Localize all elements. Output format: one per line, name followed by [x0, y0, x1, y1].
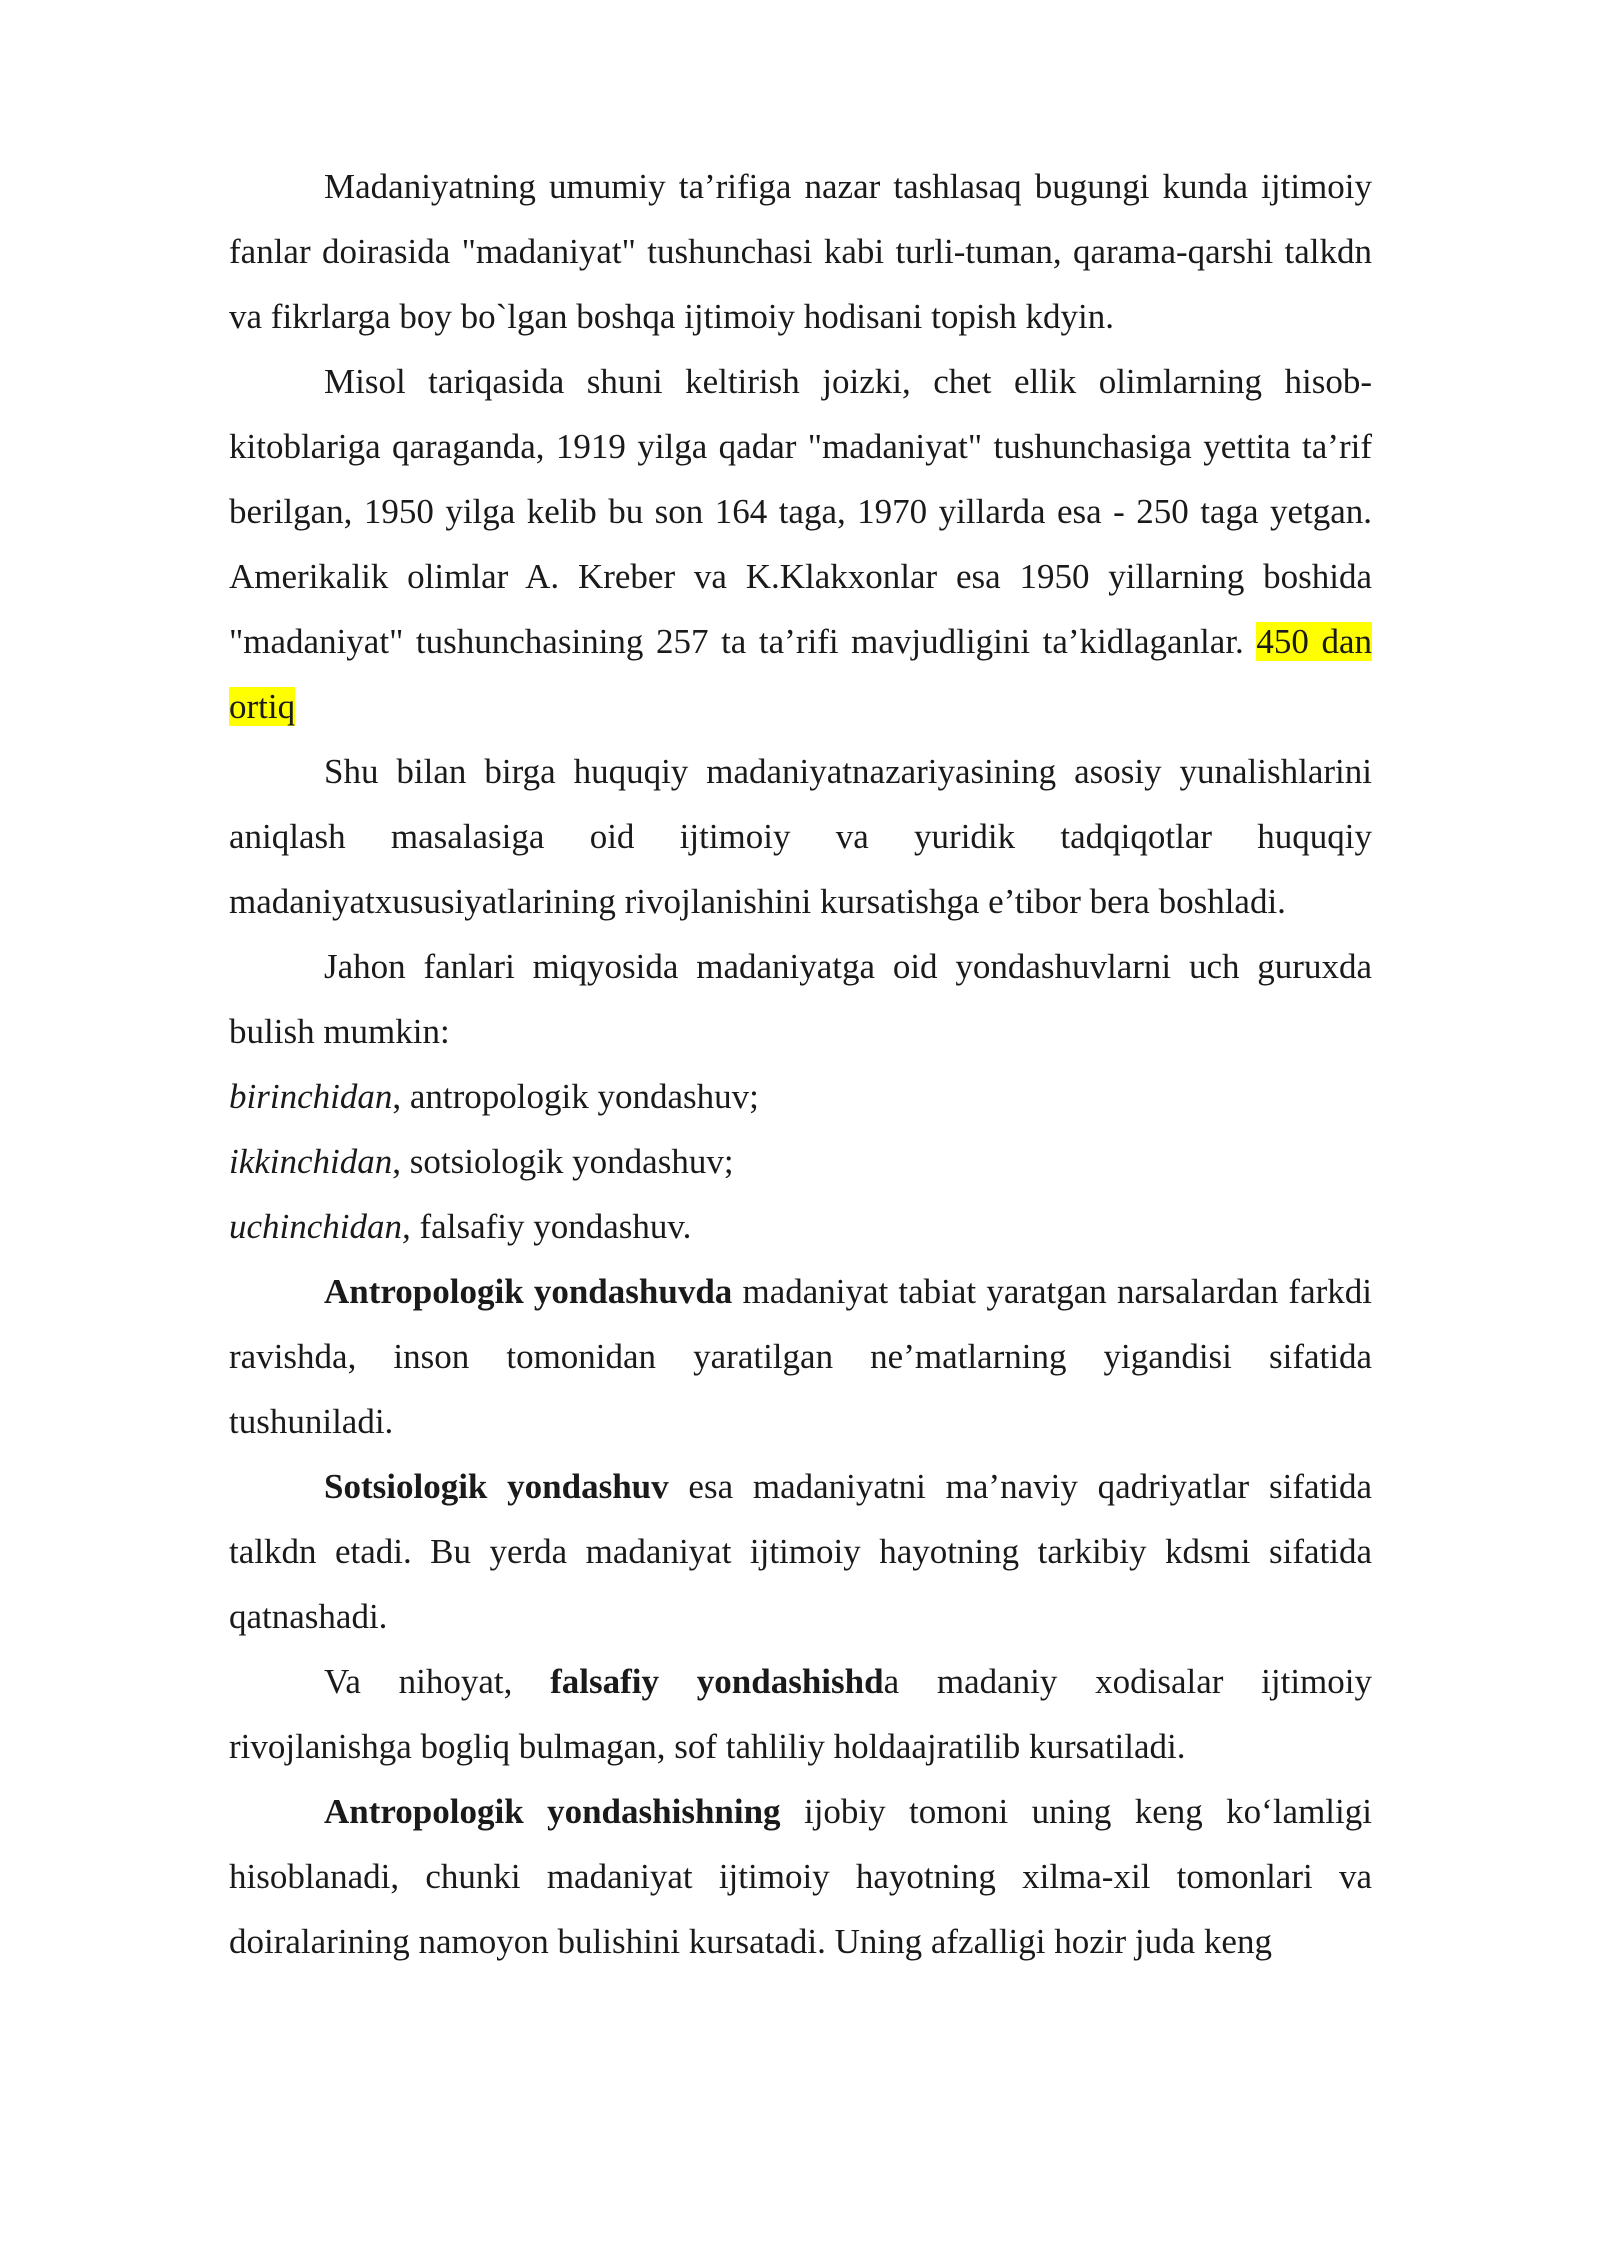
- paragraph-sociological: [229, 1454, 1372, 1649]
- bold-term: Antropologik yondashuvda: [324, 1272, 733, 1311]
- paragraph-culture-definition: [229, 154, 1372, 349]
- bold-term: Sotsiologik yondashuv: [324, 1467, 669, 1506]
- paragraph-text: ijobiy tomoni uning keng ko‘lamligi hisoblanadi, chunki madaniyat ijtimoiy hayotning xilma-xil tomonlari va doiralarining namoyon bulishini kursatadi. Uning afzalligi hozir juda keng: [229, 1792, 1372, 1961]
- paragraph-text: a madaniy xodisalar ijtimoiy rivojlanishga bogliq bulmagan, sof tahliliy holdaajratilib kursatiladi.: [229, 1662, 1372, 1766]
- list-item-ordinal: birinchidan: [229, 1077, 393, 1116]
- paragraph-text: esa madaniyatni ma’naviy qadriyatlar sifatida talkdn etadi. Bu yerda madaniyat ijtimoiy hayotning tarkibiy kdsmi sifatida qatnashadi.: [229, 1467, 1372, 1636]
- list-item-ordinal: uchinchidan,: [229, 1207, 411, 1246]
- paragraph-approach-groups: [229, 934, 1372, 1064]
- list-item-second: [229, 1129, 1372, 1194]
- paragraph-text: Shu bilan birga huquqiy madaniyatnazariyasining asosiy yunalishlarini aniqlash masalasiga oid ijtimoiy va yuridik tadqiqotlar huquqiy madaniyatxususiyatlarining rivojlanishini kursatishga e’tibor bera boshladi.: [229, 752, 1372, 921]
- paragraph-anthropological-advantage: [229, 1779, 1372, 1974]
- list-item-text: falsafiy yondashuv.: [410, 1207, 692, 1246]
- list-item-third: [229, 1194, 1372, 1259]
- list-item-text: , antropologik yondashuv;: [392, 1077, 759, 1116]
- paragraph-text: Jahon fanlari miqyosida madaniyatga oid yondashuvlarni uch guruxda bulish mumkin:: [229, 947, 1372, 1051]
- paragraph-anthropological: [229, 1259, 1372, 1454]
- paragraph-legal-culture: [229, 739, 1372, 934]
- paragraph-definitions-count: [229, 349, 1372, 739]
- paragraph-text: madaniyat tabiat yaratgan narsalardan farkdi ravishda, inson tomonidan yaratilgan ne’matlarning yigandisi sifatida tushuniladi.: [229, 1272, 1372, 1441]
- list-item-first: [229, 1064, 1372, 1129]
- paragraph-text: Va nihoyat,: [324, 1662, 551, 1701]
- paragraph-philosophical: [229, 1649, 1372, 1779]
- document-body: [229, 154, 1372, 1974]
- highlighted-text: 450 dan ortiq: [229, 622, 1372, 726]
- paragraph-text: Madaniyatning umumiy ta’rifiga nazar tashlasaq bugungi kunda ijtimoiy fanlar doirasida "madaniyat" tushunchasi kabi turli-tuman, qarama-qarshi talkdn va fikrlarga boy bo`lgan boshqa ijtimoiy hodisani topish kdyin.: [229, 167, 1372, 336]
- bold-term: falsafiy yondashishd: [550, 1662, 884, 1701]
- list-item-ordinal: ikkinchidan: [229, 1142, 393, 1181]
- list-item-text: , sotsiologik yondashuv;: [392, 1142, 734, 1181]
- bold-term: Antropologik yondashishning: [324, 1792, 781, 1831]
- paragraph-text: Misol tariqasida shuni keltirish joizki, chet ellik olimlarning hisob-kitoblariga qaraganda, 1919 yilga qadar "madaniyat" tushunchasiga yettita ta’rif berilgan, 1950 yilga kelib bu son 164 taga, 1970 yillarda esa - 250 taga yetgan. Amerikalik olimlar A. Kreber va K.Klakxonlar esa 1950 yillarning boshida "madaniyat" tushunchasining 257 ta ta’rifi mavjudligini ta’kidlaganlar.: [229, 362, 1372, 661]
